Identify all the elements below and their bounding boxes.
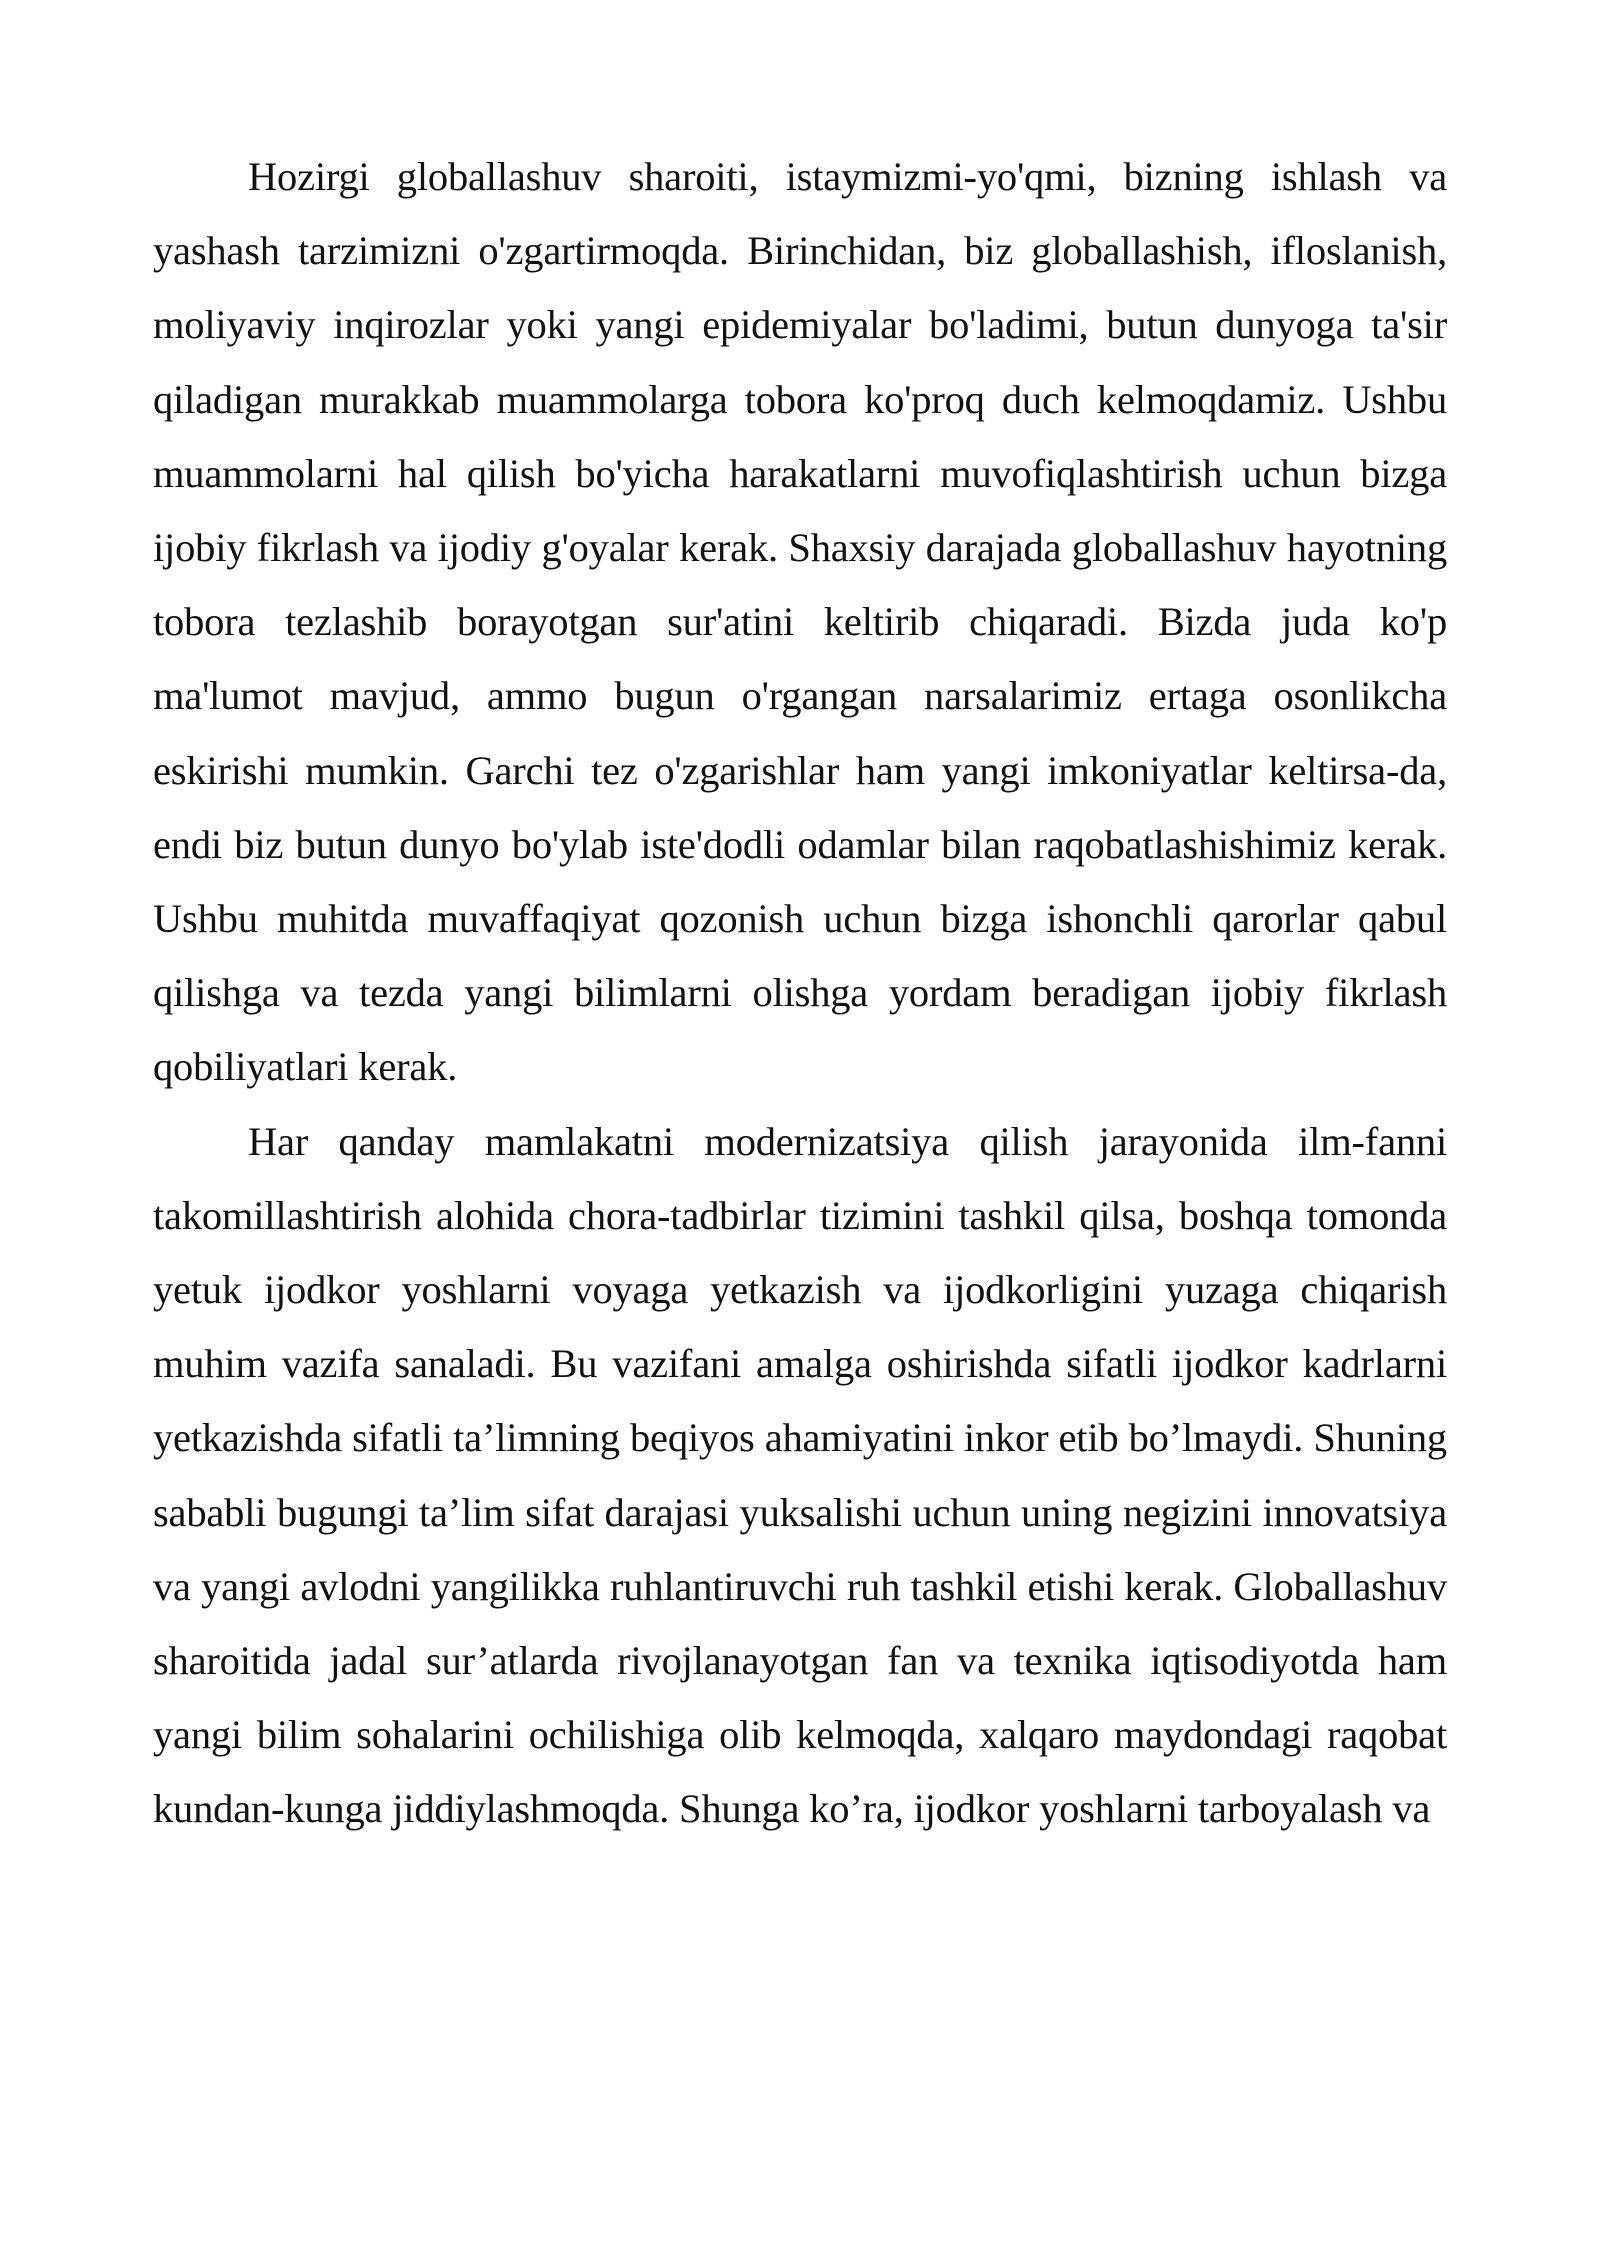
paragraph-2: Har qanday mamlakatni modernizatsiya qilish jarayonida ilm-fanni takomillashtirish alohida chora-tadbirlar tizimini tashkil qilsa, boshqa tomonda yetuk ijodkor yoshlarni voyaga yetkazish va ijodkorligini yuzaga chiqarish muhim vazifa sanaladi. Bu vazifani amalga oshirishda sifatli ijodkor kadrlarni yetkazishda sifatli ta’limning beqiyos ahamiyatini inkor etib bo’lmaydi. Shuning sababli bugungi ta’lim sifat darajasi yuksalishi uchun uning negizini innovatsiya va yangi avlodni yangilikka ruhlantiruvchi ruh tashkil etishi kerak. Globallashuv sharoitida jadal sur’atlarda rivojlanayotgan fan va texnika iqtisodiyotda ham yangi bilim sohalarini ochilishiga olib kelmoqda, xalqaro maydondagi raqobat kundan-kunga jiddiylashmoqda. Shunga ko’ra, ijodkor yoshlarni tarboyalash va (153, 1118, 1447, 1832)
paragraph-1: Hozirgi globallashuv sharoiti, istaymizmi-yo'qmi, bizning ishlash va yashash tarzimizni o'zgartirmoqda. Birinchidan, biz globallashish, ifloslanish, moliyaviy inqirozlar yoki yangi epidemiyalar bo'ladimi, butun dunyoga ta'sir qiladigan murakkab muammolarga tobora ko'proq duch kelmoqdamiz. Ushbu muammolarni hal qilish bo'yicha harakatlarni muvofiqlashtirish uchun bizga ijobiy fikrlash va ijodiy g'oyalar kerak. Shaxsiy darajada globallashuv hayotning tobora tezlashib borayotgan sur'atini keltirib chiqaradi. Bizda juda ko'p ma'lumot mavjud, ammo bugun o'rgangan narsalarimiz ertaga osonlikcha eskirishi mumkin. Garchi tez o'zgarishlar ham yangi imkoniyatlar keltirsa-da, endi biz butun dunyo bo'ylab iste'dodli odamlar bilan raqobatlashishimiz kerak. Ushbu muhitda muvaffaqiyat qozonish uchun bizga ishonchli qarorlar qabul qilishga va tezda yangi bilimlarni olishga yordam beradigan ijobiy fikrlash qobiliyatlari kerak. (153, 154, 1447, 1090)
body-text (153, 140, 1447, 1847)
